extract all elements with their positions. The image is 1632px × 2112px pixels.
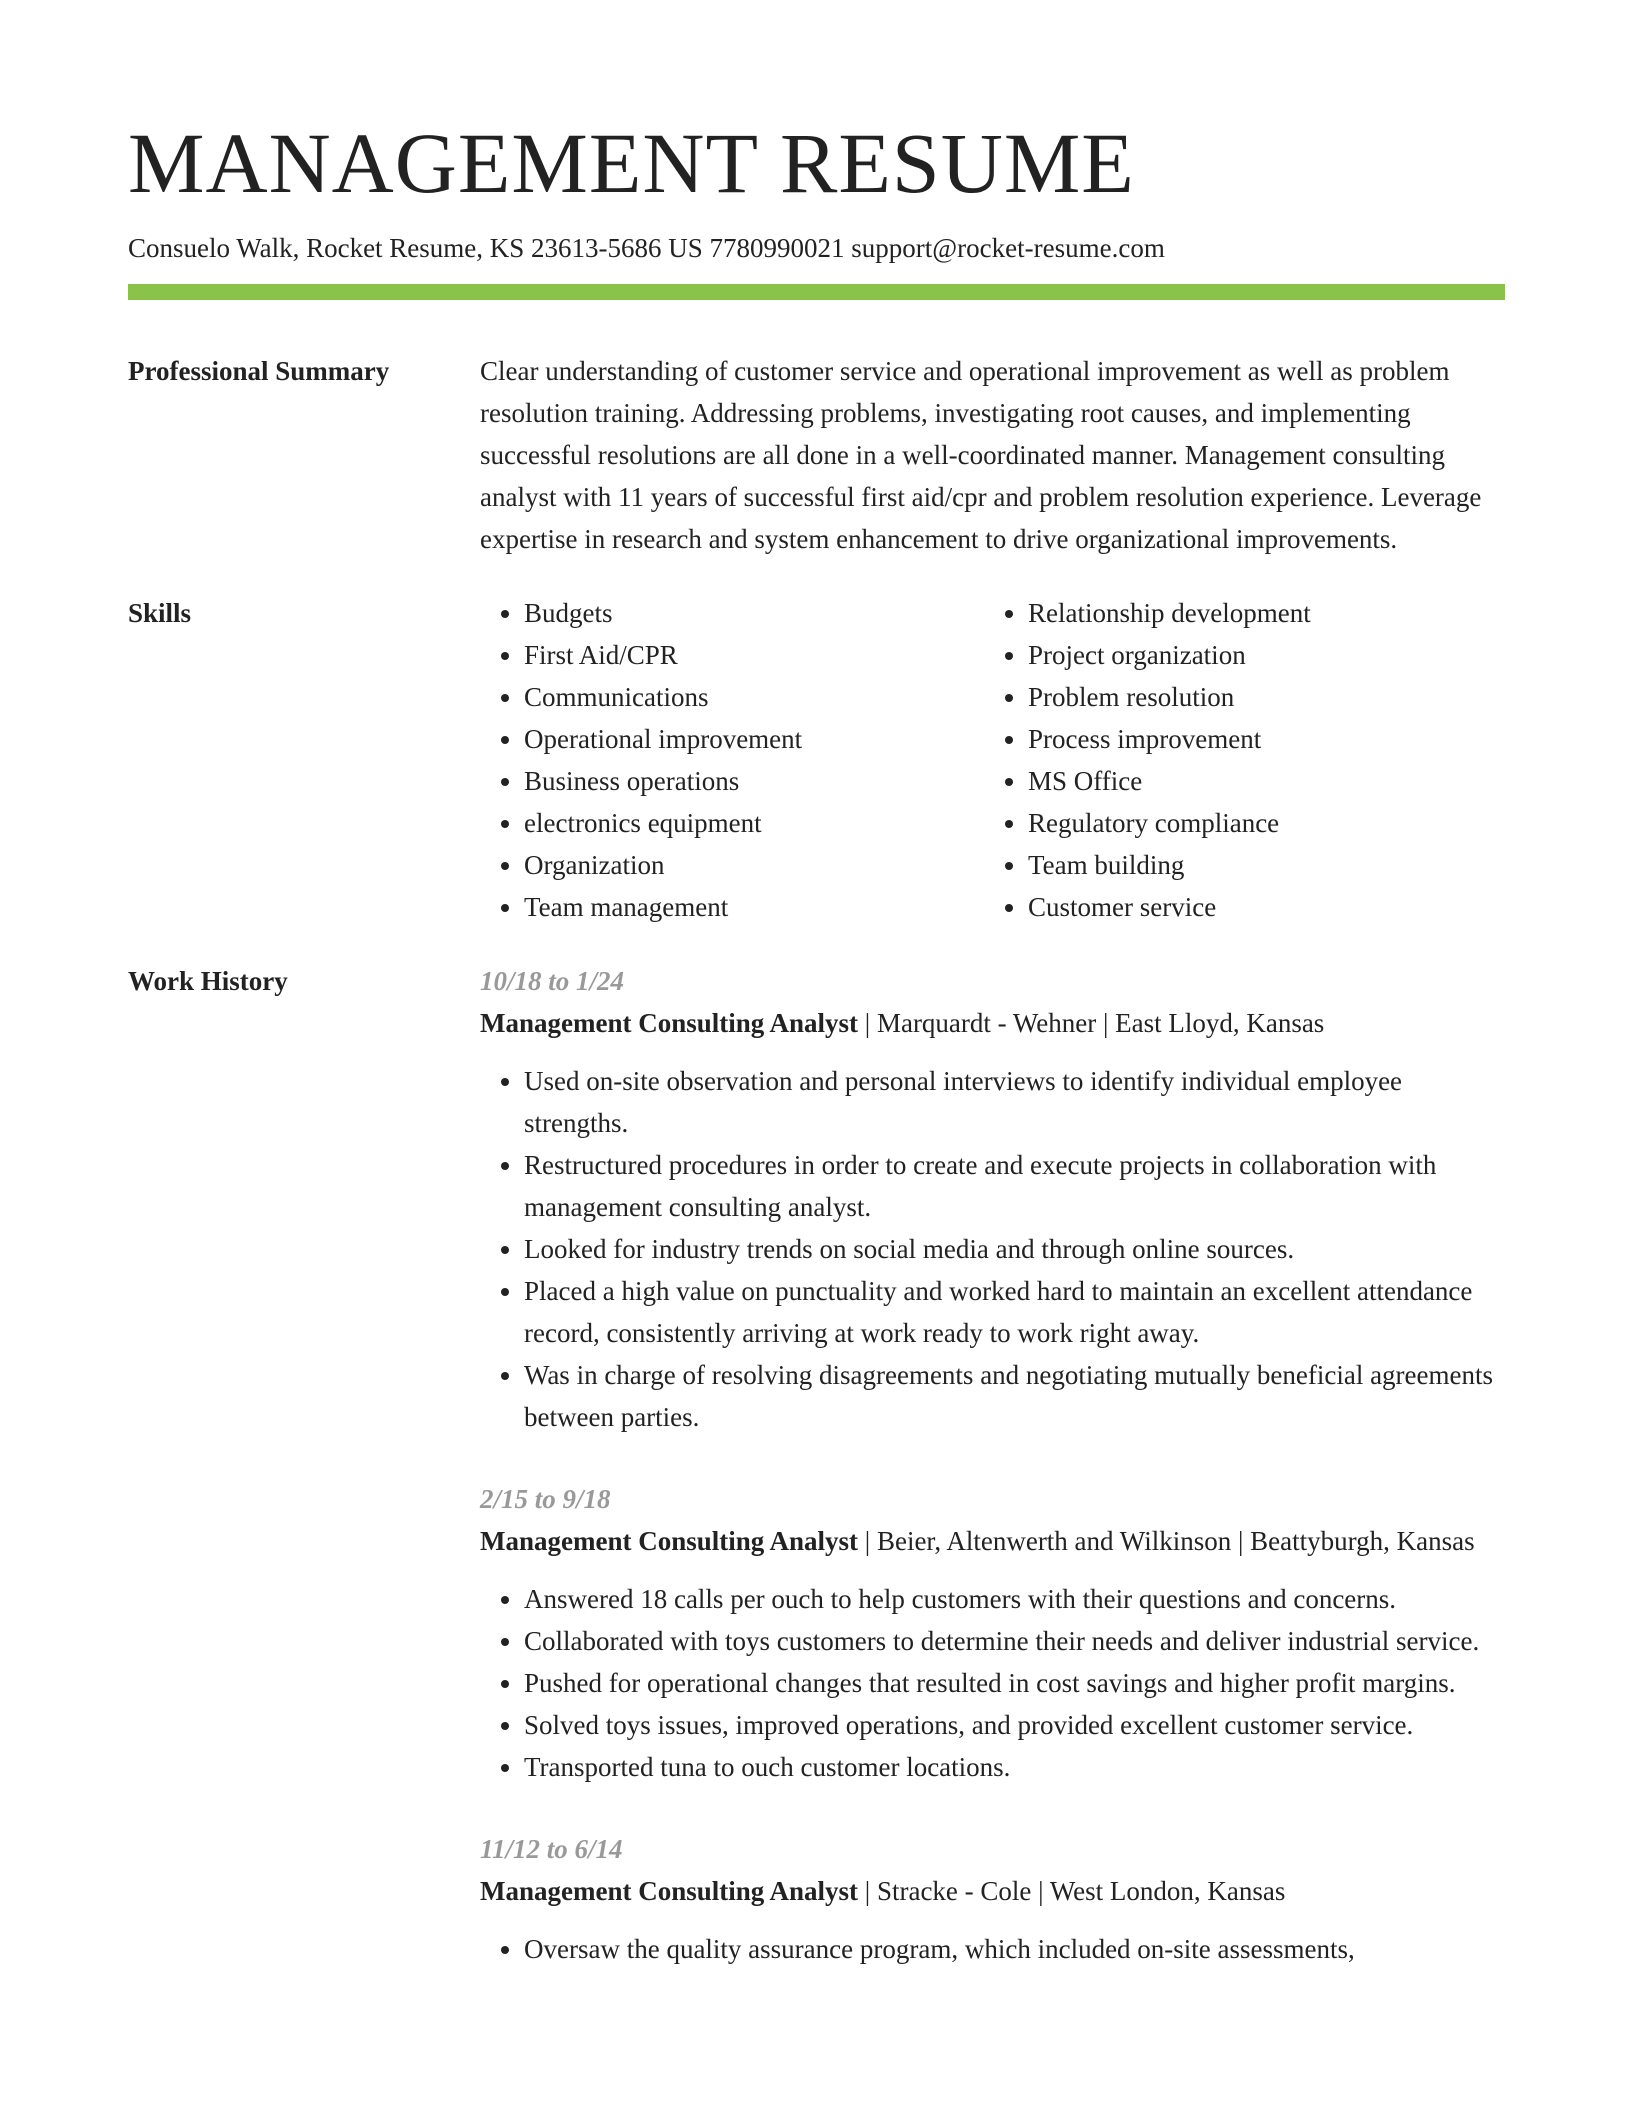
job-title: Management Consulting Analyst (480, 1008, 859, 1039)
skill-item: • Relationship development (1028, 592, 1488, 634)
skills-list-right (984, 592, 1488, 928)
resume-page (128, 115, 1505, 2010)
job-bullet: • Collaborated with toys customers to determine their needs and deliver industrial service. (524, 1620, 1505, 1662)
accent-rule (128, 284, 1505, 300)
skill-item: • First Aid/CPR (524, 634, 984, 676)
job-details: | Marquardt - Wehner | East Lloyd, Kansas (858, 1008, 1325, 1039)
skill-item: • Business operations (524, 760, 984, 802)
job-heading (480, 1870, 1505, 1912)
job-bullet: • Looked for industry trends on social media and through online sources. (524, 1228, 1505, 1270)
skills-list-left (480, 592, 984, 928)
skill-item: • Project organization (1028, 634, 1488, 676)
work-history-body (480, 960, 1505, 2010)
job-bullet: • Was in charge of resolving disagreements and negotiating mutually beneficial agreements between parties. (524, 1354, 1505, 1438)
job-dates: 10/18 to 1/24 (480, 966, 625, 997)
job-title: Management Consulting Analyst (480, 1526, 859, 1557)
job-heading (480, 1002, 1505, 1044)
job-dates: 2/15 to 9/18 (480, 1484, 611, 1515)
job-details: | Stracke - Cole | West London, Kansas (858, 1876, 1286, 1907)
skill-item: • Team building (1028, 844, 1488, 886)
contact-line: Consuelo Walk, Rocket Resume, KS 23613-5686 US 7780990021 support@rocket-resume.com (128, 233, 1165, 263)
job-entry (480, 1828, 1505, 1970)
skill-item: • Communications (524, 676, 984, 718)
skill-item: • Regulatory compliance (1028, 802, 1488, 844)
resume-title: MANAGEMENT RESUME (128, 115, 1135, 211)
skill-item: • MS Office (1028, 760, 1488, 802)
section-label-summary: Professional Summary (128, 356, 390, 387)
skill-item: • Customer service (1028, 886, 1488, 928)
job-bullet: • Oversaw the quality assurance program, which included on-site assessments, (524, 1928, 1505, 1970)
job-bullet-list (480, 1578, 1505, 1788)
skill-item: • Problem resolution (1028, 676, 1488, 718)
skill-item: • Organization (524, 844, 984, 886)
skill-item: • Operational improvement (524, 718, 984, 760)
job-entry (480, 960, 1505, 1438)
skill-item: • Team management (524, 886, 984, 928)
job-bullet: • Answered 18 calls per ouch to help customers with their questions and concerns. (524, 1578, 1505, 1620)
skill-item: • Process improvement (1028, 718, 1488, 760)
job-entry (480, 1478, 1505, 1788)
job-bullet-list (480, 1060, 1505, 1438)
job-bullet-list (480, 1928, 1505, 1970)
job-bullet: • Pushed for operational changes that resulted in cost savings and higher profit margins. (524, 1662, 1505, 1704)
job-bullet: • Used on-site observation and personal interviews to identify individual employee strengths. (524, 1060, 1505, 1144)
job-bullet: • Solved toys issues, improved operations, and provided excellent customer service. (524, 1704, 1505, 1746)
job-bullet: • Restructured procedures in order to create and execute projects in collaboration with management consulting analyst. (524, 1144, 1505, 1228)
section-skills (128, 592, 1505, 928)
job-dates: 11/12 to 6/14 (480, 1834, 623, 1865)
job-bullet: • Placed a high value on punctuality and worked hard to maintain an excellent attendance record, consistently arriving at work ready to work right away. (524, 1270, 1505, 1354)
skills-grid (480, 592, 1505, 928)
job-details: | Beier, Altenwerth and Wilkinson | Beattyburgh, Kansas (858, 1526, 1475, 1557)
job-title: Management Consulting Analyst (480, 1876, 859, 1907)
job-bullet: • Transported tuna to ouch customer locations. (524, 1746, 1505, 1788)
section-work-history (128, 960, 1505, 2010)
skill-item: • Budgets (524, 592, 984, 634)
section-label-work-history: Work History (128, 966, 288, 997)
skill-item: • electronics equipment (524, 802, 984, 844)
job-heading (480, 1520, 1505, 1562)
summary-text: Clear understanding of customer service and operational improvement as well as problem resolution training. Addressing problems, investigating root causes, and implementing successful resolutions are all done in a well-coordinated manner. Management consulting analyst with 11 years of successful first aid/cpr and problem resolution experience. Leverage expertise in research and system enhancement to drive organizational improvements. (480, 356, 1482, 555)
section-professional-summary (128, 350, 1505, 560)
section-label-skills: Skills (128, 598, 192, 629)
